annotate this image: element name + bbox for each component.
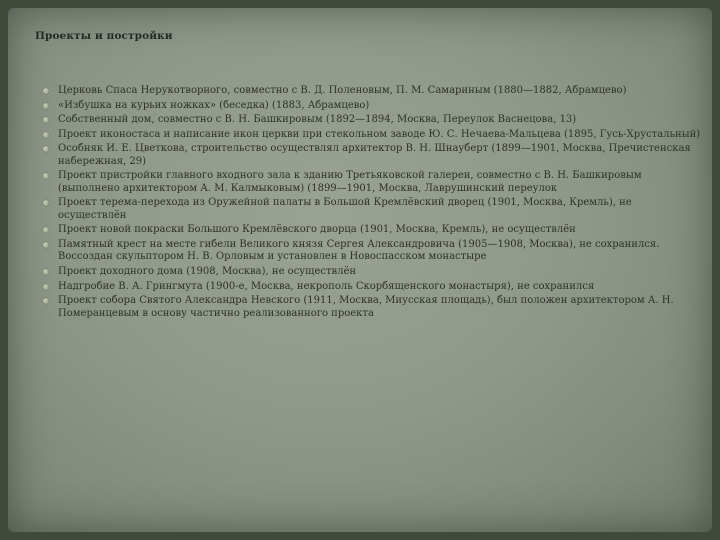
list-item [42,170,702,195]
list-item [42,85,702,97]
bullet-icon [43,117,49,123]
list-item [42,224,702,236]
list-item [42,295,702,320]
list-item-text: Проект пристройки главного входного зала к зданию Третьяковской галереи, совместно с В. Н. Башкировым (выполнено архитектором А. М. Калмыковым) (1899—1901, Москва, Лаврушинский переулок [58,170,642,194]
bullet-icon [43,173,49,179]
bullet-icon [43,200,49,206]
list-item-text: Надгробие В. А. Грингмута (1900-е, Москва, некрополь Скорбященского монастыря), не сохранился [58,280,595,292]
slide [8,8,712,532]
list-item-text: Проект иконостаса и написание икон церкви при стекольном заводе Ю. С. Нечаева-Мальцева (1895, Гусь-Хрустальный) [58,128,701,140]
list-item [42,281,702,293]
bullet-icon [43,146,49,152]
list-item-text: Памятный крест на месте гибели Великого князя Сергея Александровича (1905—1908, Москва), не сохранился. Воссоздан скульптором Н. В. Орловым и установлен в Новоспасском монастыре [58,238,660,263]
list-item-text: Проект доходного дома (1908, Москва), не осуществлён [58,265,357,277]
list-item [42,197,702,222]
bullet-icon [43,298,49,304]
list-item-text: «Избушка на курьих ножках» (беседка) (1883, Абрамцево) [58,99,370,111]
list-item [42,143,702,168]
list-item-text: Проект собора Святого Александра Невского (1911, Москва, Миусская площадь), был положен архитектором А. Н. Померанцевым в основу частично реализованного проекта [58,295,674,319]
list-item [42,129,702,141]
project-list [42,85,702,322]
bullet-icon [43,269,49,275]
bullet-icon [43,132,49,138]
bullet-icon [43,227,49,233]
list-item [42,114,702,126]
list-item-text: Церковь Спаса Нерукотворного, совместно с В. Д. Поленовым, П. М. Самариным (1880—1882, Абрамцево) [58,85,627,96]
slide-title: Проекты и постройки [35,30,173,42]
bullet-icon [43,284,49,290]
bullet-icon [43,242,49,248]
list-item-text: Проект новой покраски Большого Кремлёвского дворца (1901, Москва, Кремль), не осуществлён [58,224,576,236]
list-item [42,266,702,278]
list-item-text: Собственный дом, совместно с В. Н. Башкировым (1892—1894, Москва, Переулок Васнецова, 13) [58,114,577,126]
list-item-text: Проект терема-перехода из Оружейной палаты в Большой Кремлёвский дворец (1901, Москва, Кремль), не осуществлён [58,197,632,221]
list-item [42,100,702,112]
bullet-icon [43,88,49,94]
bullet-icon [43,103,49,109]
list-item [42,239,702,264]
list-item-text: Особняк И. Е. Цветкова, строительство осуществлял архитектор В. Н. Шнауберт (1899—1901, Москва, Пречистенская набережная, 29) [58,143,691,167]
